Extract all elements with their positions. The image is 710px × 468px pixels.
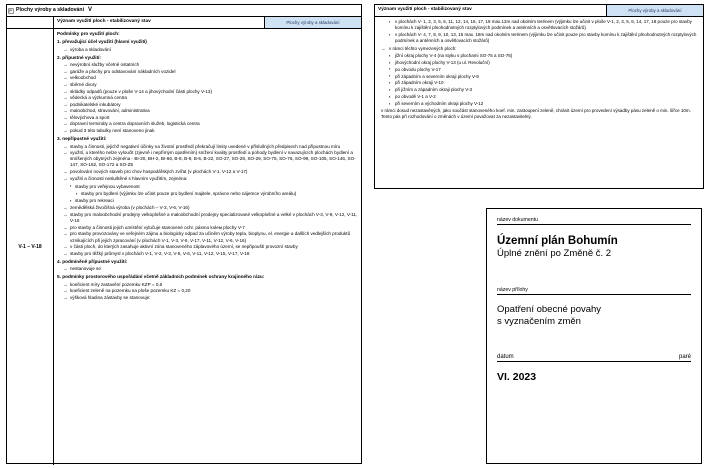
list-item: ▪ při severním a východním okraji plochy V-12 bbox=[389, 101, 699, 107]
list-item: ▪ jižní okraj plochy V-4 (na styku s plochami SO-75 a SO-76) bbox=[389, 53, 699, 59]
section-3-sublist-deep bbox=[57, 191, 358, 197]
list-item: ▪ při jižním a západním okraji plochy V-3 bbox=[389, 87, 699, 93]
date-value: VI. 2023 bbox=[497, 371, 537, 384]
list-item: → tělovýchova a sport bbox=[63, 115, 358, 121]
list-item: → podnikatelské inkubátory bbox=[63, 102, 358, 108]
section-1-title: 1. převažující účel využití (hlavní využití) bbox=[57, 39, 147, 45]
list-item: ▪ stavby pro rekreaci bbox=[70, 198, 358, 204]
list-item: → stavby a činnosti, jejichž negativní účinky na životní prostředí překračují limity uvedené v příslušných předpisech nad přípustnou míru bbox=[63, 144, 358, 150]
flag-icon-svg bbox=[8, 8, 14, 14]
list-item: → maloobchod, stravování, administrativa bbox=[63, 108, 358, 114]
list-item: ▪ v plochách V- 1, 2, 3, 5, 6, 11, 12, 14, 16, 17, 18 max.12m nad okolním terénem (výjimku lze učinit v ploše V-1, 2, 3, 5, 6, 14, 17, 18 pouze pro stavby komínu k zajištění plnohodnotných rozptylových podmínek a anténních a osvětlovacích stožárů) bbox=[389, 19, 699, 31]
list-item: → nestanovuje se bbox=[63, 266, 358, 272]
spacer bbox=[497, 328, 691, 354]
plot-code-cell: V-1 – V-18 bbox=[7, 29, 54, 465]
list-item: → dopravní terminály a centra dopravních služeb, logistická centra bbox=[63, 121, 358, 127]
spacer bbox=[497, 261, 691, 287]
section-3-list bbox=[57, 144, 358, 182]
right-header-right: Plochy výroby a skladování bbox=[607, 5, 703, 16]
list-item: → koeficient zeleně na pozemku na ploše pozemku KZ = 0,20 bbox=[63, 288, 358, 294]
document-title-line1: Územní plán Bohumín bbox=[497, 235, 618, 247]
left-table-subheader bbox=[7, 17, 361, 29]
copy-label: paré bbox=[678, 354, 691, 361]
section-5-title: 5. podmínky prostorového uspořádání včetně základních podmínek ochrany krajinného rázu: bbox=[57, 274, 265, 280]
section-4-title: 4. podmíněně přípustné využití: bbox=[57, 258, 128, 264]
list-item: ▪ jihovýchodní okraj plochy V-13 (u ul. Revoluční) bbox=[389, 60, 699, 66]
left-table-title: Plochy výroby a skladování bbox=[16, 6, 85, 13]
list-item: → využití a činnosti nesluštěné s hlavním využitím, zejména: bbox=[63, 176, 358, 182]
list-item: → koeficient míry zastavění pozemku KZP = 0,6 bbox=[63, 282, 358, 288]
list-item: → velkoobchod bbox=[63, 75, 358, 81]
flag-icon bbox=[7, 8, 15, 14]
right-arrow-line: → v rámci těchto vymezených ploch: bbox=[381, 46, 699, 52]
list-item: ▪ při západním a severním okraji plochy V-9 bbox=[389, 74, 699, 80]
right-note: v rámci dosud nezastavěných, jako součást stanoveného koef. min. zastoupení zeleně, chránit území pro provedení výsadby pásu zeleně o min. šířce 10m. Tento pás při rozhodování o změnách v území považovat za nezastavitelný. bbox=[381, 108, 691, 120]
document-name-label: název dokumentu bbox=[497, 217, 538, 223]
left-regulation-table bbox=[6, 4, 362, 464]
section-2-title: 2. přípustné využití: bbox=[57, 54, 102, 60]
list-item: → využití, u kterého nelze vyloučit (zjevně i nepřímým opatřením) snížení kvality prostředí a pohody bydlení v navazujících plochách bydlení a smíšených obytných zejména - BI-20, BH-2, BI-66, B-8, B-9, B-5, B-22, SO-27, SO-28, SO-29, SO-75, SO-76, SO-99, SO-105, SO-146, SO-147, SO-162, SO-172 a SO-Z5 bbox=[63, 150, 358, 169]
list-item: → pro stavby a činnosti jejich umístění vylučuje stanovené ochr. pásmo koleм plochy V-7 bbox=[63, 225, 358, 231]
list-item: → nevýrobní služby včetně ostatních bbox=[63, 62, 358, 68]
list-item: → skládky odpadů (pouze v ploše V-14 a jihovýchodní části plochy V-13) bbox=[63, 89, 358, 95]
subheader-code-cell bbox=[7, 17, 54, 28]
list-item: → v části ploch, do kterých zasahuje aktivní zóna stanoveného záplavového území, se nepřipouští provozní stavby bbox=[63, 244, 358, 250]
date-copy-labels bbox=[497, 354, 691, 360]
list-item: ▪ stavby pro bydlení (výjimku lze učinit pouze pro bydlení majitele, správce nebo nájemce výrobního areálu) bbox=[76, 191, 358, 197]
list-item: → stavby pro těžký průmysl v plochách V-1, V-2, V-3, V-5, V-6, V-11, V-12, V-15, V-17, V-18 bbox=[63, 251, 358, 257]
right-dash-list bbox=[379, 53, 699, 107]
divider bbox=[497, 224, 691, 225]
attachment-title-line2: s vyznačením změn bbox=[497, 316, 581, 328]
title-block bbox=[486, 208, 702, 464]
date-label: datum bbox=[497, 354, 514, 361]
list-item: → pokud 3 této tabulky není stanoveno jinak bbox=[63, 128, 358, 134]
list-item: → pro stavby provozovány ve veřejném zájmu a biologicky odpad za učiněm výroby tepla, bioplynu, el. energie a dalších vedlejších produktů vznikajících při jejich zpracování (v plochách V-1, V-3, V-6, V-17, V-11, V-12, V-6, V-16) bbox=[63, 231, 358, 243]
document-title-line2: Úplné znění po Změně č. 2 bbox=[497, 248, 612, 260]
list-item: ▪ po obvodu plochy V-17 bbox=[389, 67, 699, 73]
left-table-code: V bbox=[88, 7, 93, 14]
list-item: → vědecká a výzkumná centra bbox=[63, 95, 358, 101]
divider bbox=[497, 294, 691, 295]
list-item: → sběrné dvory bbox=[63, 82, 358, 88]
list-item: → povolování nových staveb pro chov hospodářských zvířat (v plochách V-1, V-12 a V-17) bbox=[63, 169, 358, 175]
conditions-intro: Podmínky pro využití ploch: bbox=[57, 31, 120, 36]
list-item: ▪ při západním okraji V-10 bbox=[389, 80, 699, 86]
attachment-title-line1: Opatření obecné povahy bbox=[497, 303, 602, 315]
section-3-title: 3. nepřípustné využití: bbox=[57, 136, 107, 142]
list-item: → stavby pro maloobchodní prodejny velkoplošné a maloobchodní prodejny specializované velkoplošné a velké v plochách V-3, V-9, V-12, V-11, V-16 bbox=[63, 212, 358, 224]
divider bbox=[497, 361, 691, 362]
right-regulation-table bbox=[374, 4, 704, 189]
section-5-list bbox=[57, 282, 358, 301]
list-item: → garáže a plochy pro odstavování nákladních vozidel bbox=[63, 69, 358, 75]
right-header-middle: Význam využití ploch - stabilizovaný stav bbox=[375, 5, 607, 16]
list-item: ▪ v plochách V- 4, 7, 8, 9, 10, 13, 15 max. 18m nad okolním terénem (výjimku lze učinit pouze pro stavby komínu k zajištění plnohodnotných rozptylových podmínek a anténních a osvětlovacích stožárů) bbox=[389, 32, 699, 44]
right-table-body bbox=[375, 17, 703, 122]
list-item: ▪ stavby pro veřejnou vybavenost bbox=[70, 184, 358, 190]
section-3-list-after bbox=[57, 205, 358, 256]
list-item: ▪ po obvodě V-1 a V-2 bbox=[389, 94, 699, 100]
left-table-content bbox=[54, 29, 361, 465]
subheader-middle: Význam využití ploch - stabilizovaný stav bbox=[54, 17, 265, 28]
list-item: → výroba a skladování bbox=[63, 47, 358, 53]
right-table-header bbox=[375, 5, 703, 17]
section-2-list bbox=[57, 62, 358, 134]
right-bullet-list bbox=[379, 19, 699, 44]
subheader-right: Plochy výroby a skladování bbox=[265, 17, 361, 28]
left-table-body bbox=[7, 29, 361, 465]
list-item: → výšková hladina zástavby se stanovuje: bbox=[63, 295, 358, 301]
attachment-name-label: název přílohy bbox=[497, 286, 528, 293]
list-item: → zemědělská živočišná výroba (v plochách – V-3, V-6, V-16) bbox=[63, 205, 358, 211]
section-1-list bbox=[57, 47, 358, 53]
left-table-header bbox=[7, 5, 361, 17]
section-4-list bbox=[57, 266, 358, 272]
section-3-sublist-2 bbox=[57, 198, 358, 204]
section-3-sublist bbox=[57, 184, 358, 190]
